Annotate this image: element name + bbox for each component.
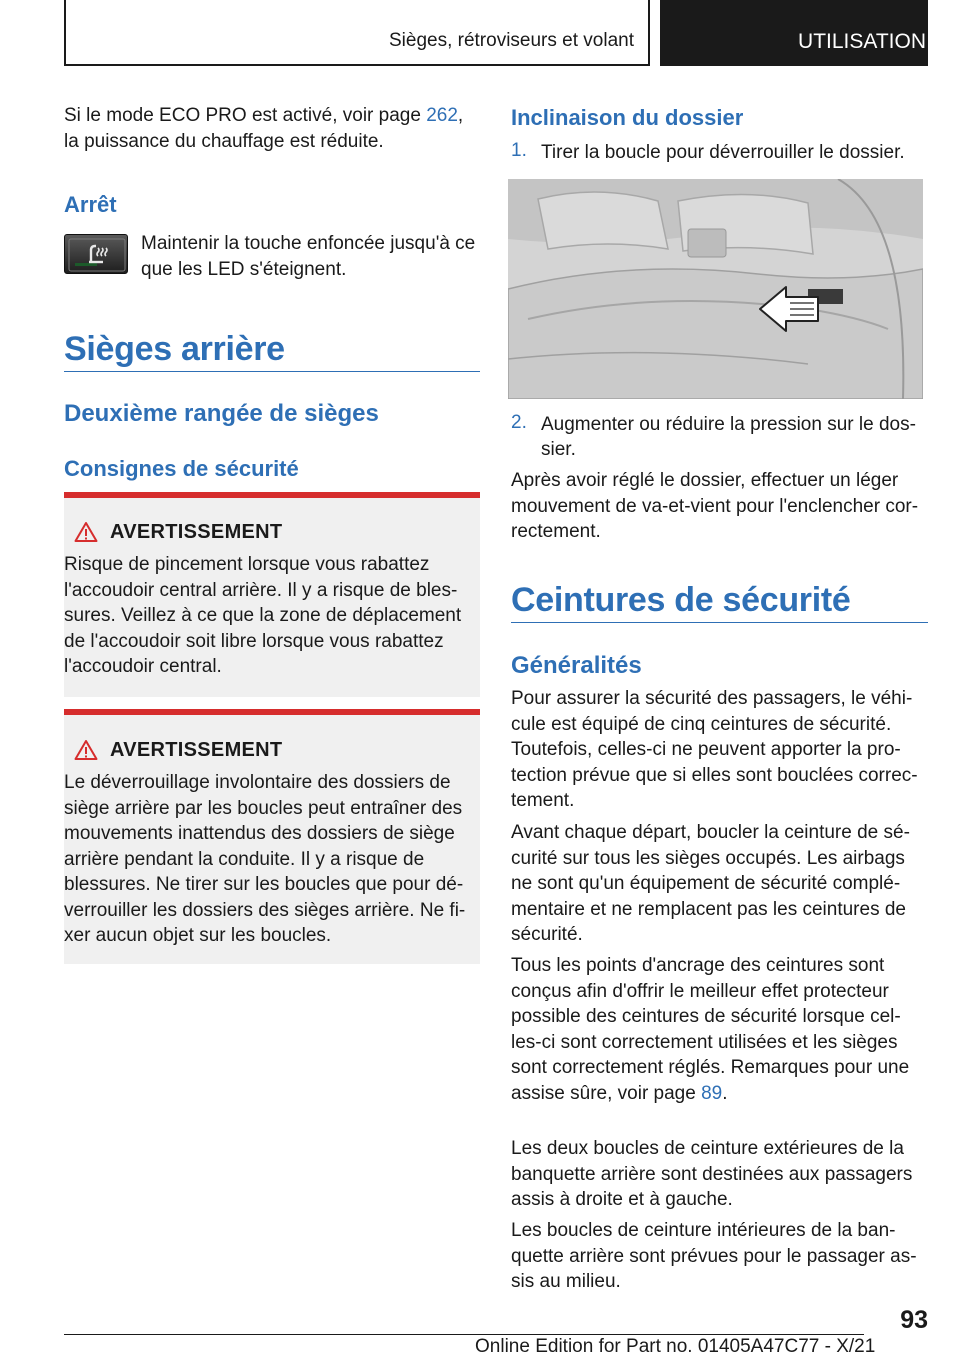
warning-title: AVERTISSEMENT bbox=[110, 739, 283, 761]
page-header bbox=[64, 0, 928, 66]
rear-seats-heading: Sièges arrière bbox=[64, 330, 480, 372]
edition-footer: Online Edition for Part no. 01405A47C77 - X/21 bbox=[475, 1336, 876, 1357]
page-link-262[interactable]: 262 bbox=[426, 105, 458, 126]
paragraph-4: Les deux boucles de ceinture extérieures de la banquette arrière sont destinées aux passagers assis à droite et à gauche. bbox=[511, 1138, 913, 1210]
safety-notes-heading: Consignes de sécurité bbox=[64, 456, 299, 481]
eco-pro-note: Si le mode ECO PRO est activé, voir page 262, la puissance du chauffage est réduite. bbox=[64, 105, 464, 152]
stop-heading: Arrêt bbox=[64, 192, 117, 217]
paragraph-2: Avant chaque départ, boucler la ceinture de sé- curité sur tous les sièges occupés. Les airbags ne sont qu'un équipement de sécurité complé- mentaire et ne remplacent pas les ceintures de sécurité. bbox=[511, 822, 910, 945]
paragraph-1: Pour assurer la sécurité des passagers, le véhi- cule est équipé de cinq ceintures de sécurité. Toutefois, celles-ci ne peuvent apporter la pro- tection prévue que si elles sont bouclées correc- tement. bbox=[511, 688, 918, 811]
step-text: Augmenter ou réduire la pression sur le dos- sier. bbox=[541, 414, 916, 460]
chapter-title: UTILISATION bbox=[798, 30, 926, 53]
page-link-89[interactable]: 89 bbox=[701, 1082, 723, 1104]
section-title: Sièges, rétroviseurs et volant bbox=[388, 30, 634, 51]
chapter-tab bbox=[660, 0, 928, 66]
backrest-incline-heading: Inclinaison du dossier bbox=[511, 105, 744, 130]
paragraph-3: Tous les points d'ancrage des ceintures sont conçus afin d'offrir le meilleur effet protecteur possible des ceintures de sécurité lorsque cel- les-ci sont correctement utilisées et les sièges sont correctement réglés. Remarques pour une assise sûre, voir page 89. bbox=[511, 955, 910, 1104]
warning-title: AVERTISSEMENT bbox=[110, 521, 283, 543]
step-text: Tirer la boucle pour déverrouiller le dossier. bbox=[541, 142, 905, 163]
section-tab bbox=[64, 0, 650, 66]
seat-heating-button-icon bbox=[64, 234, 128, 274]
step-1 bbox=[511, 140, 928, 166]
stop-instruction: Maintenir la touche enfoncée jusqu'à ce que les LED s'éteignent. bbox=[141, 233, 476, 280]
page-number: 93 bbox=[900, 1306, 928, 1334]
after-adjust-note: Après avoir réglé le dossier, effectuer un léger mouvement de va-et-vient pour l'enclencher cor- rectement. bbox=[511, 470, 919, 542]
step-number: 2. bbox=[511, 412, 527, 433]
warning-box-armrest bbox=[64, 492, 480, 697]
rear-seat-illustration bbox=[508, 179, 923, 399]
second-row-heading: Deuxième rangée de sièges bbox=[64, 400, 379, 427]
seat-belts-heading: Ceintures de sécurité bbox=[511, 581, 928, 623]
warning-text: Le déverrouillage involontaire des dossiers de siège arrière par les boucles peut entraîner des mouvements inattendus des dossiers de siège arrière pendant la conduite. Il y a risque de blessures. Ne tirer sur les boucles que pour dé- verrouiller les dossiers des sièges arrière. Ne fi- xer aucun objet sur les boucles. bbox=[64, 772, 466, 946]
paragraph-5: Les boucles de ceinture intérieures de la ban- quette arrière sont prévues pour le passager as- sis au milieu. bbox=[511, 1220, 917, 1292]
step-number: 1. bbox=[511, 140, 527, 161]
general-heading: Généralités bbox=[511, 652, 642, 679]
seat-release-loop-image bbox=[508, 179, 923, 399]
footer-divider bbox=[64, 1334, 864, 1335]
warning-box-seatback-release bbox=[64, 709, 480, 964]
warning-text: Risque de pincement lorsque vous rabattez l'accoudoir central arrière. Il y a risque de bles- sures. Veillez à ce que la zone de déplacement de l'accoudoir soit libre lorsque vous rabattez l'accoudoir central. bbox=[64, 554, 462, 677]
step-2 bbox=[511, 412, 928, 464]
seat-heat-icon bbox=[65, 235, 129, 275]
warning-triangle-icon bbox=[74, 739, 98, 761]
warning-triangle-icon bbox=[74, 521, 98, 543]
